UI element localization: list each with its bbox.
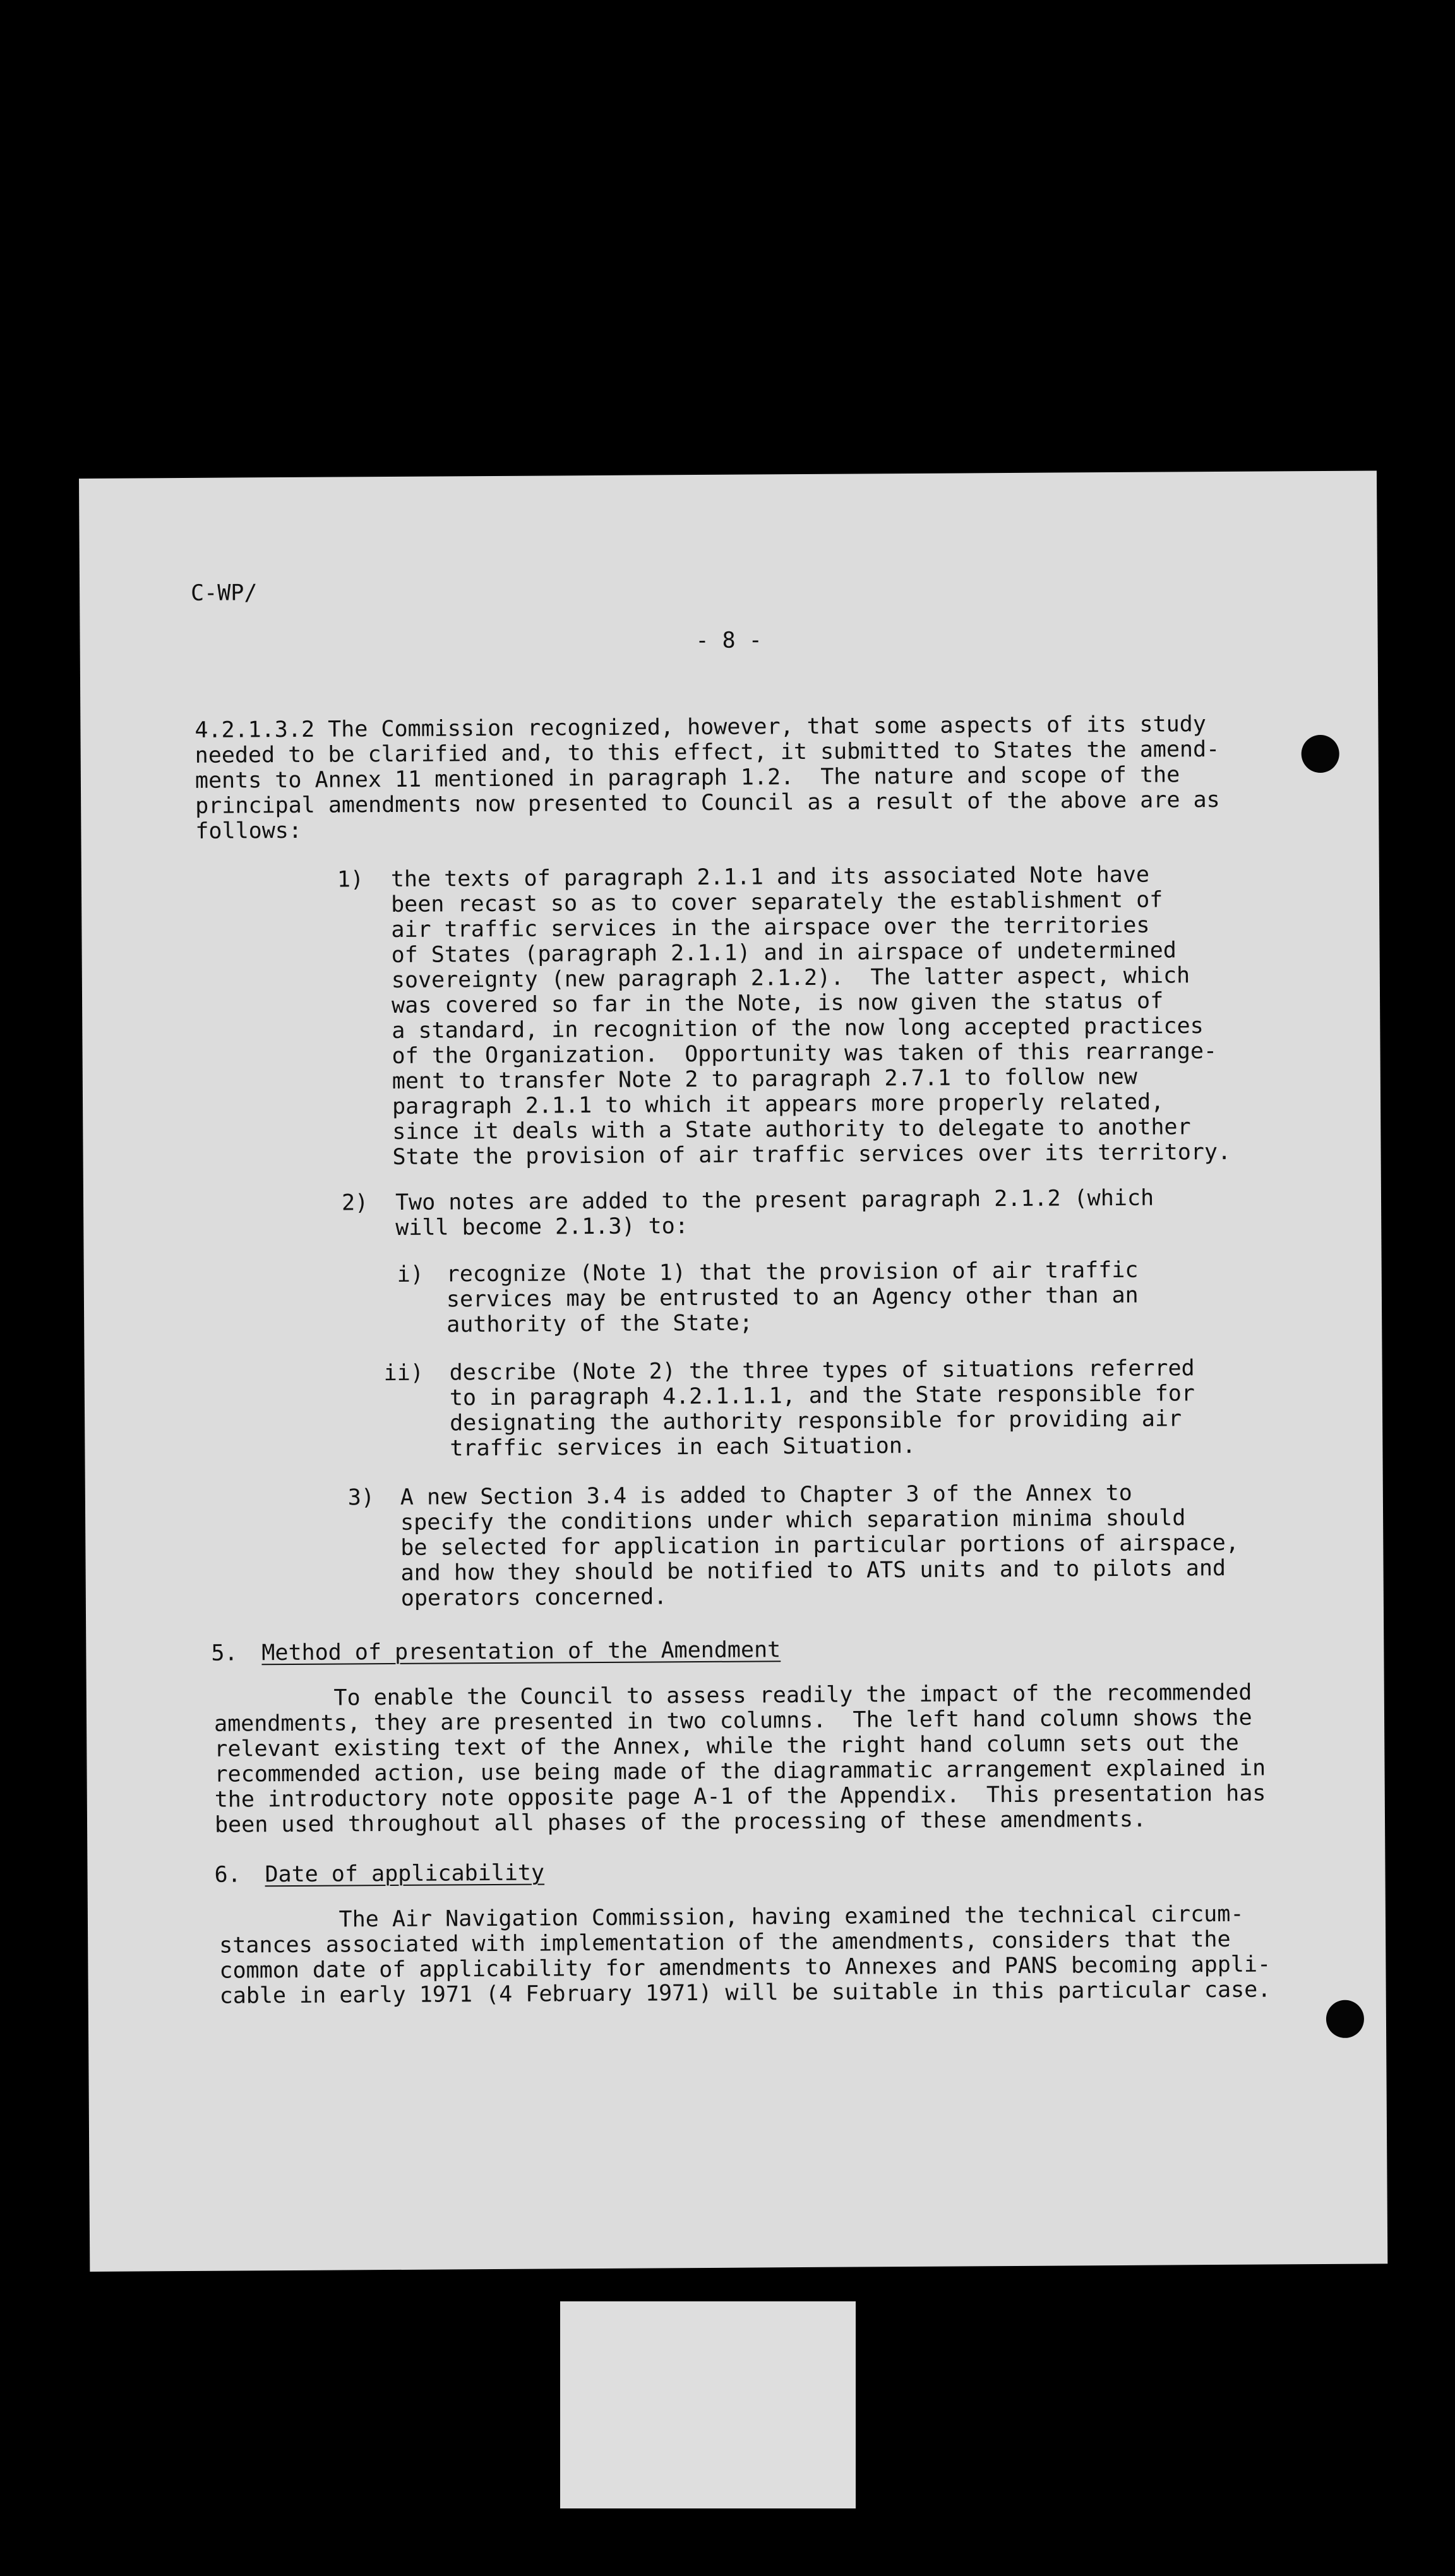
section-body: To enable the Council to assess readily the impact of the recommended amendments, they are presented in two columns. The left hand column shows the relevant existing text of the Annex, while the right hand column sets out the recommended action, use being made of the diagrammatic arrangement explained in the introductory note opposite page A-1 of the Appendix. This presentation has been used throughout all phases of the processing of these amendments. <box>213 1679 1266 1838</box>
list-item-text: A new Section 3.4 is added to Chapter 3 of the Annex to specify the conditions under which separation minima should be selected for application in particular portions of airspace, and how they should be notified to ATS units and to pilots and operators concerned. <box>400 1480 1239 1611</box>
sub-list-item-text: describe (Note 2) the three types of situations referred to in paragraph 4.2.1.1.1, and the State responsible for designating the authority responsible for providing air traffic services in each Situation. <box>449 1356 1195 1462</box>
list-item-text: the texts of paragraph 2.1.1 and its associated Note have been recast so as to cover separately the establishment of air traffic services in the airspace over the territories of States (paragraph 2.1.1) and in airspace of undetermined sovereignty (new paragraph 2.1.2). The latter aspect, which was covered so far in the Note, is now given the status of a standard, in recognition of the now long accepted practices of the Organization. Opportunity was taken of this rearrange- ment to transfer Note 2 to paragraph 2.7.1 to follow new paragraph 2.1.1 to which it appears more properly related, since it deals with a State authority to delegate to another State the provision of air traffic services over its territory. <box>390 862 1231 1170</box>
list-item-number: 3) <box>347 1485 375 1511</box>
punch-hole <box>1326 2000 1364 2038</box>
section-body: The Air Navigation Commission, having examined the technical circum- stances associated with implementation of the amendments, considers that the common date of applicability for amendments to Annexes and PANS becoming appli- cable in early 1971 (4 February 1971) will be suitable in this particular case. <box>219 1901 1271 2009</box>
blank-target-card <box>560 2301 856 2508</box>
sub-list-item-number: ii) <box>383 1360 424 1386</box>
section-number: 6. <box>214 1862 241 1888</box>
section-number: 5. <box>211 1640 238 1666</box>
sub-list-item-text: recognize (Note 1) that the provision of air traffic services may be entrusted to an Agency other than an authority of the State; <box>446 1257 1139 1338</box>
document-reference: C-WP/ <box>190 580 258 606</box>
sub-list-item-number: i) <box>397 1261 424 1287</box>
page-number: - 8 - <box>695 628 762 654</box>
list-item-number: 2) <box>341 1190 369 1216</box>
intro-paragraph: 4.2.1.3.2 The Commission recognized, however, that some aspects of its study needed to be clarified and, to this effect, it submitted to States the amend- ments to Annex 11 mentioned in paragraph 1.2. The nature and scope of the principal amendments now presented to Council as a result of the above are as follows: <box>195 712 1220 844</box>
list-item-text: Two notes are added to the present paragraph 2.1.2 (which will become 2.1.3) to: <box>395 1185 1154 1241</box>
section-title: Date of applicability <box>265 1860 545 1888</box>
section-title: Method of presentation of the Amendment <box>261 1637 781 1666</box>
punch-hole <box>1302 735 1339 773</box>
list-item-number: 1) <box>337 867 364 893</box>
document-page <box>79 470 1387 2272</box>
